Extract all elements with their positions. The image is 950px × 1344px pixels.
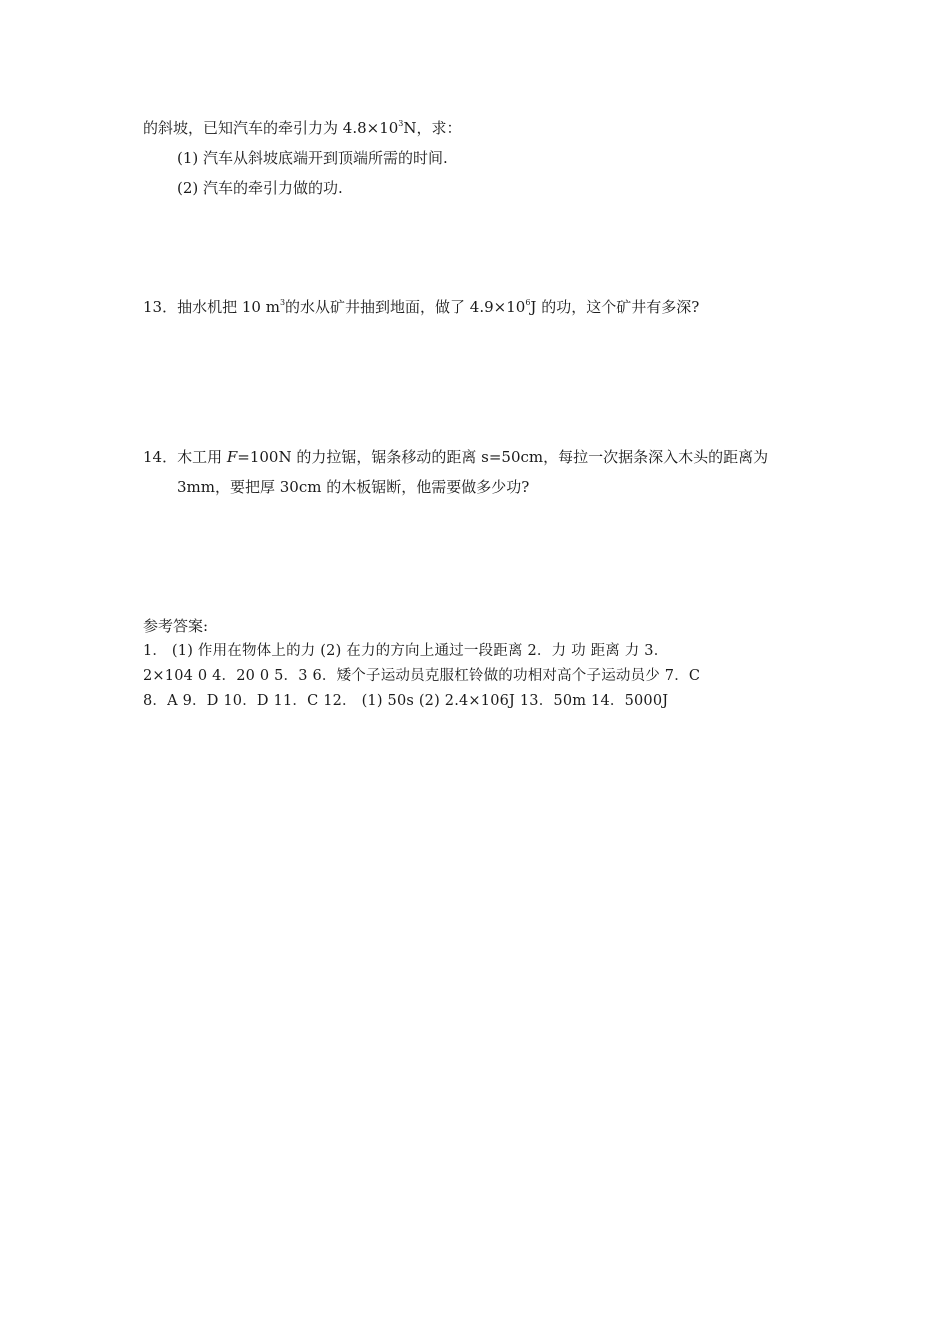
problem-13-text-c: J 的功，这个矿井有多深?: [530, 298, 700, 316]
problem-12-question-2: (2) 汽车的牵引力做的功.: [177, 179, 343, 197]
force-symbol: F: [226, 448, 238, 466]
problem-12-question-1: (1) 汽车从斜坡底端开到顶端所需的时间.: [177, 149, 448, 167]
problem-13: [143, 297, 699, 317]
answers-line-2: 2×104 0 4．20 0 5．3 6．矮个子运动员克服杠铃做的功相对高个子运动员少 7．C: [143, 668, 701, 684]
problem-14-text-b: =100N 的力拉锯，锯条移动的距离 s=50cm，每拉一次据条深入木头的距离为: [237, 448, 769, 466]
problem-13-exponent-b: 6: [525, 298, 531, 307]
problem-13-exponent-a: 3: [279, 298, 286, 307]
problem-12-intro-text: 的斜坡，已知汽车的牵引力为 4.8×10: [143, 119, 399, 137]
problem-14-line-2: 3mm，要把厚 30cm 的木板锯断，他需要做多少功?: [177, 478, 530, 496]
problem-13-text-b: 的水从矿井抽到地面，做了 4.9×10: [285, 298, 526, 316]
problem-12-intro: [143, 118, 462, 138]
answers-line-1: 1． (1) 作用在物体上的力 (2) 在力的方向上通过一段距离 2．力 功 距离 力 3．: [143, 643, 669, 659]
answers-heading: 参考答案:: [143, 617, 209, 635]
problem-13-text-a: 13．抽水机把 10 m: [143, 298, 280, 316]
answers-line-3: 8．A 9．D 10．D 11．C 12． (1) 50s (2) 2.4×106J 13．50m 14．5000J: [143, 693, 669, 709]
problem-12-intro-end: N，求：: [403, 119, 462, 137]
problem-14-line-1: [143, 447, 768, 467]
problem-12-exponent: 3: [398, 119, 404, 128]
problem-14-text-a: 14．木工用: [143, 448, 227, 466]
